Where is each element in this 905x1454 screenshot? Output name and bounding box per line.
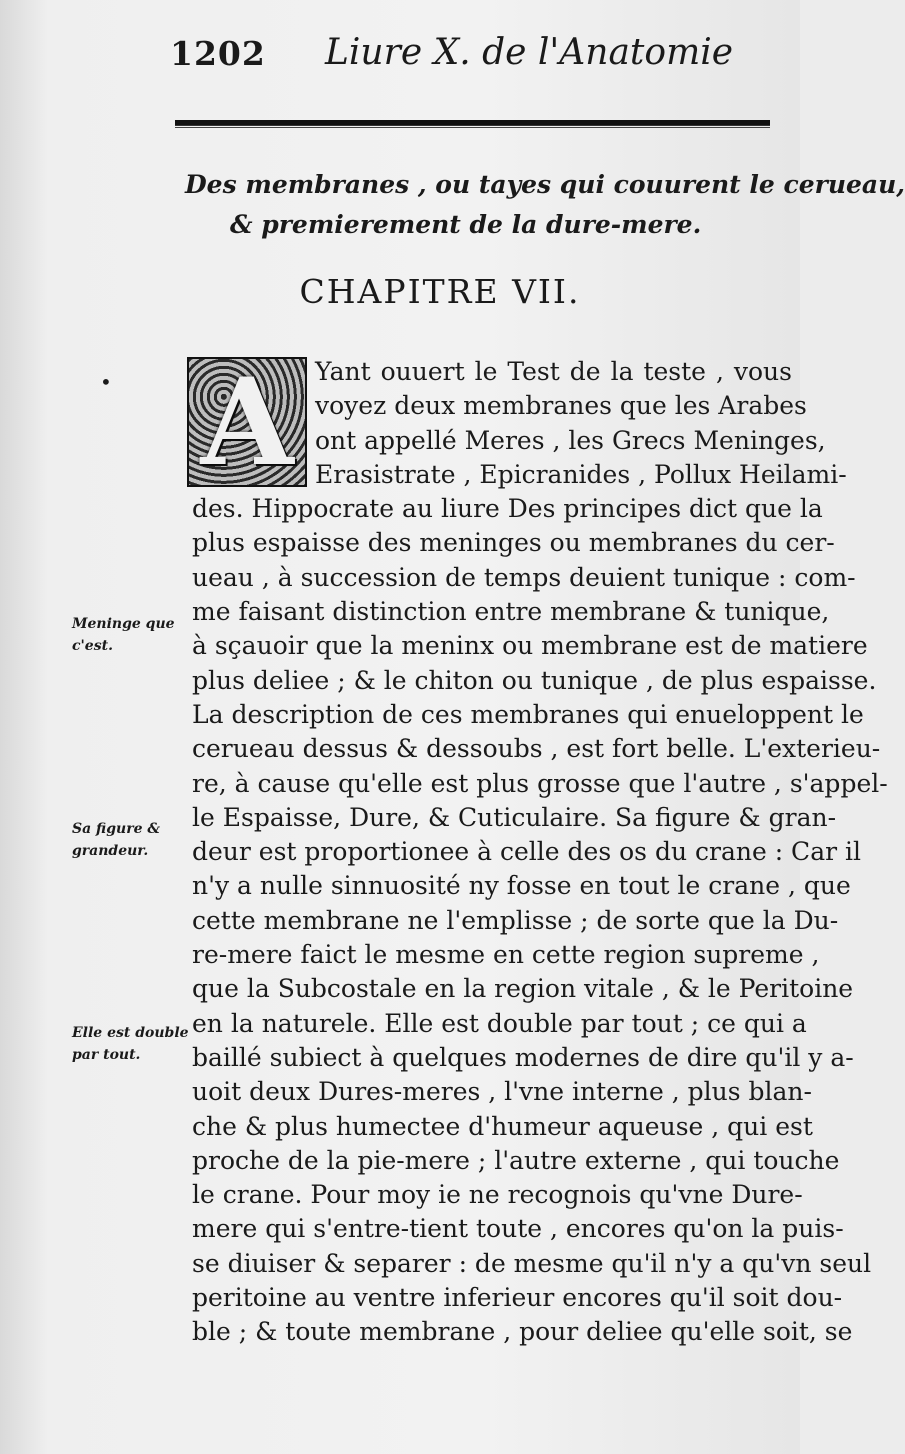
body-line: cerueau dessus & dessoubs , est fort belle. L'exterieu- bbox=[192, 734, 881, 764]
margin-note-figure: Sa figure & grandeur. bbox=[72, 821, 160, 859]
body-line: Yant ouuert le Test de la teste , vous bbox=[315, 357, 792, 386]
body-line: me faisant distinction entre membrane & tunique, bbox=[192, 597, 830, 627]
body-text bbox=[192, 355, 888, 1350]
body-line: proche de la pie-mere ; l'autre externe , qui touche bbox=[192, 1145, 840, 1175]
body-line: che & plus humectee d'humeur aqueuse , qui est bbox=[192, 1111, 813, 1141]
body-line: ble ; & toute membrane , pour deliee qu'elle soit, se bbox=[192, 1317, 853, 1347]
body-line: deur est proportionee à celle des os du crane : Car il bbox=[192, 837, 861, 867]
body-line: mere qui s'entre-tient toute , encores qu'on la puis- bbox=[192, 1214, 844, 1244]
section-title-line-2: & premierement de la dure-mere. bbox=[230, 210, 702, 239]
margin-note-meninge: Meninge que c'est. bbox=[72, 616, 175, 654]
body-line: La description de ces membranes qui enueloppent le bbox=[192, 699, 864, 729]
body-line: plus espaisse des meninges ou membranes du cer- bbox=[192, 528, 835, 558]
body-line: plus deliee ; & le chiton ou tunique , de plus espaisse. bbox=[192, 665, 877, 695]
body-line: cette membrane ne l'emplisse ; de sorte que la Du- bbox=[192, 905, 839, 935]
body-line: ueau , à succession de temps deuient tunique : com- bbox=[192, 562, 856, 592]
page-number: 1202 bbox=[170, 34, 266, 73]
body-line: se diuiser & separer : de mesme qu'il n'y a qu'vn seul bbox=[192, 1248, 872, 1278]
header-rule bbox=[175, 120, 770, 126]
drop-cap-letter: A bbox=[200, 351, 294, 493]
body-line: des. Hippocrate au liure Des principes dict que la bbox=[192, 494, 823, 524]
body-line: le Espaisse, Dure, & Cuticulaire. Sa figure & gran- bbox=[192, 802, 837, 832]
page-header bbox=[170, 30, 770, 90]
body-line: le crane. Pour moy ie ne recognois qu'vne Dure- bbox=[192, 1180, 803, 1210]
body-line: voyez deux membranes que les Arabes bbox=[315, 391, 807, 421]
body-line: re-mere faict le mesme en cette region supreme , bbox=[192, 940, 820, 970]
header-rule-thin bbox=[175, 127, 770, 128]
body-line: n'y a nulle sinnuosité ny fosse en tout le crane , que bbox=[192, 871, 851, 901]
chapter-heading: CHAPITRE VII. bbox=[299, 272, 581, 311]
body-line: peritoine au ventre inferieur encores qu'il soit dou- bbox=[192, 1283, 843, 1313]
body-line: en la naturele. Elle est double par tout ; ce qui a bbox=[192, 1008, 807, 1038]
section-title bbox=[180, 165, 905, 245]
body-line: à sçauoir que la meninx ou membrane est de matiere bbox=[192, 631, 868, 661]
body-line: re, à cause qu'elle est plus grosse que l'autre , s'appel- bbox=[192, 768, 888, 798]
margin-bullet: • bbox=[100, 370, 112, 394]
body-line: Erasistrate , Epicranides , Pollux Heilami- bbox=[315, 459, 847, 489]
body-line: que la Subcostale en la region vitale , & le Peritoine bbox=[192, 974, 854, 1004]
margin-note-double: Elle est double par tout. bbox=[72, 1025, 189, 1063]
body-line: baillé subiect à quelques modernes de dire qu'il y a- bbox=[192, 1042, 854, 1072]
running-title: Liure X. de l'Anatomie bbox=[325, 32, 734, 73]
body-line: uoit deux Dures-meres , l'vne interne , plus blan- bbox=[192, 1077, 812, 1107]
body-line: ont appellé Meres , les Grecs Meninges, bbox=[315, 425, 826, 455]
section-title-line-1: Des membranes , ou tayes qui couurent le cerueau, bbox=[185, 170, 905, 199]
